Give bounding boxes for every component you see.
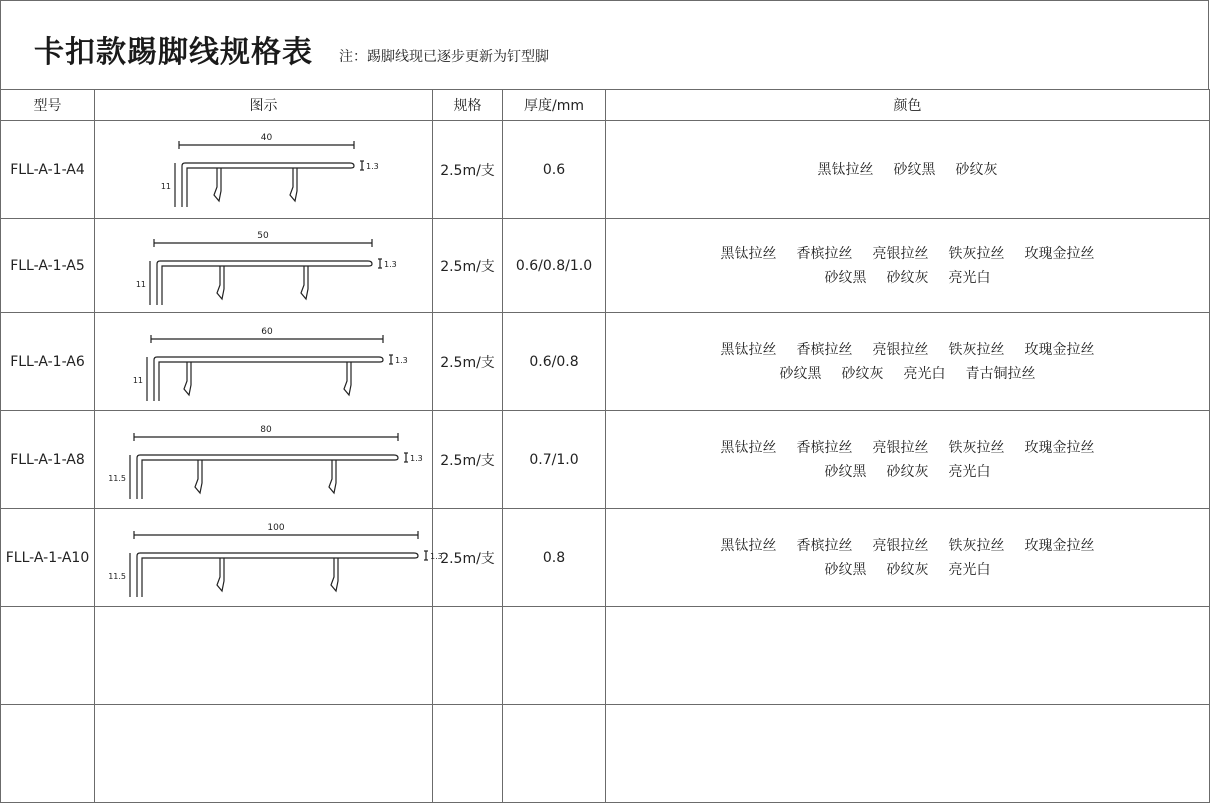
clip-leg xyxy=(301,266,308,299)
table-row xyxy=(1,411,1210,509)
note-text: 注：踢脚线现已逐步更新为钉型脚 xyxy=(339,49,549,65)
header-row xyxy=(1,90,1210,121)
width-label: 80 xyxy=(259,424,272,435)
color-option: 黑钛拉丝 xyxy=(720,537,777,554)
color-option: 黑钛拉丝 xyxy=(817,161,874,178)
model-cell: FLL-A-1-A6 xyxy=(1,313,95,411)
color-option: 铁灰拉丝 xyxy=(948,439,1005,456)
header-spec: 规格 xyxy=(433,90,503,121)
clip-leg xyxy=(331,558,338,591)
profile-outline xyxy=(137,553,418,597)
profile-outline xyxy=(157,261,372,305)
color-option: 黑钛拉丝 xyxy=(720,341,777,358)
spec-cell: 2.5m/支 xyxy=(433,219,503,313)
color-option: 亮银拉丝 xyxy=(872,537,929,554)
color-cell xyxy=(606,121,1210,219)
thickness-cell: 0.7/1.0 xyxy=(503,411,606,509)
profile-outline xyxy=(137,455,398,499)
height-label: 11.5 xyxy=(107,571,126,581)
table-row xyxy=(1,219,1210,313)
color-option: 砂纹灰 xyxy=(886,269,929,286)
color-cell xyxy=(606,509,1210,607)
clip-leg xyxy=(344,362,351,395)
color-option: 砂纹黑 xyxy=(779,365,822,382)
empty-cell xyxy=(503,705,606,803)
color-cell xyxy=(606,411,1210,509)
color-option: 亮光白 xyxy=(948,561,991,578)
model-cell: FLL-A-1-A8 xyxy=(1,411,95,509)
clip-leg xyxy=(290,168,297,201)
model-cell: FLL-A-1-A5 xyxy=(1,219,95,313)
color-option: 香槟拉丝 xyxy=(796,245,853,262)
profile-diagram-cell xyxy=(95,219,433,313)
colors-line-1 xyxy=(606,436,1209,460)
lip-label: 1.3 xyxy=(395,355,408,365)
empty-row xyxy=(1,705,1210,803)
color-cell xyxy=(606,313,1210,411)
empty-cell xyxy=(433,607,503,705)
color-option: 砂纹黑 xyxy=(824,463,867,480)
color-option: 铁灰拉丝 xyxy=(948,341,1005,358)
empty-row xyxy=(1,607,1210,705)
model-cell: FLL-A-1-A10 xyxy=(1,509,95,607)
color-option: 砂纹黑 xyxy=(824,269,867,286)
color-option: 砂纹灰 xyxy=(841,365,884,382)
profile-diagram xyxy=(104,515,443,601)
color-option: 亮银拉丝 xyxy=(872,245,929,262)
thickness-cell: 0.6 xyxy=(503,121,606,219)
color-option: 砂纹灰 xyxy=(886,561,929,578)
colors-line-1 xyxy=(606,158,1209,182)
color-option: 黑钛拉丝 xyxy=(720,245,777,262)
colors-line-2 xyxy=(606,460,1209,484)
color-option: 亮银拉丝 xyxy=(872,439,929,456)
clip-leg xyxy=(329,460,336,493)
width-label: 100 xyxy=(266,522,285,533)
thickness-cell: 0.6/0.8/1.0 xyxy=(503,219,606,313)
spec-cell: 2.5m/支 xyxy=(433,313,503,411)
profile-diagram xyxy=(149,125,379,215)
width-label: 40 xyxy=(260,132,272,143)
profile-diagram xyxy=(121,319,406,405)
color-option: 砂纹黑 xyxy=(824,561,867,578)
color-option: 黑钛拉丝 xyxy=(720,439,777,456)
colors-line-1 xyxy=(606,242,1209,266)
profile-diagram-cell xyxy=(95,121,433,219)
profile-diagram-cell xyxy=(95,509,443,607)
clip-leg xyxy=(217,266,224,299)
width-label: 50 xyxy=(256,230,269,241)
lip-label: 1.3 xyxy=(383,259,397,269)
table-row xyxy=(1,121,1210,219)
color-option: 亮光白 xyxy=(948,463,991,480)
color-option: 亮银拉丝 xyxy=(872,341,929,358)
color-option: 香槟拉丝 xyxy=(796,341,853,358)
header-figure: 图示 xyxy=(95,90,433,121)
title-row xyxy=(0,0,1209,89)
header-model: 型号 xyxy=(1,90,95,121)
color-option: 玫瑰金拉丝 xyxy=(1024,537,1095,554)
colors-line-2 xyxy=(606,266,1209,290)
header-color: 颜色 xyxy=(606,90,1210,121)
colors-line-2 xyxy=(606,362,1209,386)
lip-label: 1.3 xyxy=(365,161,379,171)
color-option: 亮光白 xyxy=(948,269,991,286)
clip-leg xyxy=(217,558,224,591)
spec-table xyxy=(0,89,1210,803)
color-option: 青古铜拉丝 xyxy=(965,365,1036,382)
height-label: 11 xyxy=(135,279,146,289)
color-option: 玫瑰金拉丝 xyxy=(1024,439,1095,456)
page-title: 卡扣款踢脚线规格表 xyxy=(34,35,313,70)
empty-cell xyxy=(606,705,1210,803)
color-option: 铁灰拉丝 xyxy=(948,537,1005,554)
lip-label: 1.3 xyxy=(429,551,443,561)
thickness-cell: 0.8 xyxy=(503,509,606,607)
table-row xyxy=(1,313,1210,411)
spec-cell: 2.5m/支 xyxy=(433,509,503,607)
colors-line-1 xyxy=(606,534,1209,558)
thickness-cell: 0.6/0.8 xyxy=(503,313,606,411)
table-row xyxy=(1,509,1210,607)
spec-cell: 2.5m/支 xyxy=(433,121,503,219)
color-option: 砂纹黑 xyxy=(893,161,936,178)
spec-cell: 2.5m/支 xyxy=(433,411,503,509)
color-option: 玫瑰金拉丝 xyxy=(1024,341,1095,358)
color-option: 玫瑰金拉丝 xyxy=(1024,245,1095,262)
color-option: 砂纹灰 xyxy=(886,463,929,480)
profile-diagram-cell xyxy=(95,313,433,411)
model-cell: FLL-A-1-A4 xyxy=(1,121,95,219)
clip-leg xyxy=(214,168,221,201)
profile-diagram xyxy=(124,223,404,309)
clip-leg xyxy=(184,362,191,395)
color-option: 香槟拉丝 xyxy=(796,537,853,554)
height-label: 11 xyxy=(132,375,143,385)
clip-leg xyxy=(195,460,202,493)
color-cell xyxy=(606,219,1210,313)
empty-cell xyxy=(1,607,95,705)
height-label: 11 xyxy=(160,181,171,191)
color-option: 铁灰拉丝 xyxy=(948,245,1005,262)
profile-diagram xyxy=(104,417,424,503)
color-option: 亮光白 xyxy=(903,365,946,382)
empty-cell xyxy=(95,607,433,705)
width-label: 60 xyxy=(261,326,273,337)
empty-cell xyxy=(1,705,95,803)
color-option: 砂纹灰 xyxy=(955,161,998,178)
empty-cell xyxy=(95,705,433,803)
profile-diagram-cell xyxy=(95,411,433,509)
header-thickness: 厚度/mm xyxy=(503,90,606,121)
lip-label: 1.3 xyxy=(409,453,423,463)
empty-cell xyxy=(433,705,503,803)
empty-cell xyxy=(606,607,1210,705)
empty-cell xyxy=(503,607,606,705)
profile-outline xyxy=(182,163,354,207)
colors-line-1 xyxy=(606,338,1209,362)
color-option: 香槟拉丝 xyxy=(796,439,853,456)
colors-line-2 xyxy=(606,558,1209,582)
height-label: 11.5 xyxy=(107,473,126,483)
